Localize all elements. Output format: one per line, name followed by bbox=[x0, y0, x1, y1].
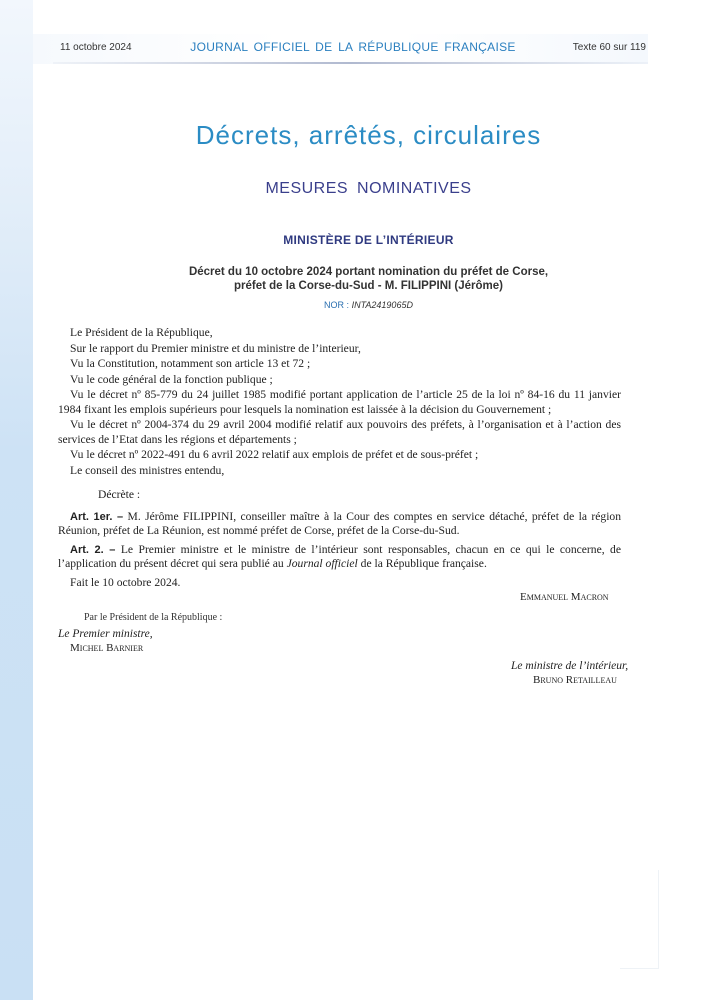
article-1 bbox=[58, 510, 621, 539]
nor-value: INTA2419065D bbox=[351, 300, 413, 310]
decree-body bbox=[58, 326, 621, 591]
preamble-line: Vu le décret nº 85-779 du 24 juillet 1985 modifié portant application de l’article 25 de la loi nº 84-16 du 11 janvier 1984 fixant les emplois supérieurs pour lesquels la nomination est laissée à la décision du Gouvernement ; bbox=[58, 388, 621, 416]
nor-label: NOR : bbox=[324, 300, 350, 310]
journal-header bbox=[33, 34, 648, 64]
article-2-text: Le Premier ministre et le ministre de l’intérieur sont responsables, chacun en ce qui le concerne, de l’application du présent décret qui sera publié au bbox=[58, 542, 621, 570]
ministry-heading: MINISTÈRE DE L’INTÉRIEUR bbox=[283, 233, 454, 247]
article-1-label: Art. 1er. – bbox=[70, 510, 124, 523]
fait-le: Fait le 10 octobre 2024. bbox=[70, 575, 181, 589]
article-2-label: Art. 2. – bbox=[70, 543, 116, 556]
preamble-line: Sur le rapport du Premier ministre et du ministre de l’interieur, bbox=[70, 341, 361, 355]
article-1-text: M. Jérôme FILIPPINI, conseiller maître à la Cour des comptes en service détaché, préfet de la région Réunion, préfet de La Réunion, est nommé préfet de Corse, préfet de la Corse-du-Sud. bbox=[58, 509, 622, 537]
decrete-heading: Décrète : bbox=[98, 488, 141, 501]
journal-officiel-italic: Journal officiel bbox=[286, 557, 358, 570]
text-count: Texte 60 sur 119 bbox=[572, 42, 646, 53]
pm-name: Michel Barnier bbox=[70, 642, 144, 654]
preamble-line: Vu le décret nº 2022-491 du 6 avril 2022 relatif aux emplois de préfet et de sous-préfet ; bbox=[70, 448, 479, 461]
section-title: Décrets, arrêtés, circulaires bbox=[195, 120, 542, 150]
preamble-line: Vu le code général de la fonction publique ; bbox=[70, 372, 273, 386]
nor-reference bbox=[0, 300, 707, 310]
president-signature: Emmanuel Macron bbox=[520, 591, 609, 603]
journal-title: JOURNAL OFFICIEL DE LA RÉPUBLIQUE FRANÇAISE bbox=[190, 40, 516, 54]
page-edge-shadow bbox=[620, 870, 659, 969]
article-2-text-end: de la République française. bbox=[357, 557, 487, 570]
pm-title: Le Premier ministre, bbox=[58, 628, 153, 640]
header-rule bbox=[53, 62, 648, 64]
par-le-president: Par le Président de la République : bbox=[84, 612, 223, 623]
preamble-line: Le conseil des ministres entendu, bbox=[70, 463, 225, 477]
publication-date: 11 octobre 2024 bbox=[60, 42, 132, 53]
preamble-line: Vu la Constitution, notamment son article 13 et 72 ; bbox=[70, 357, 311, 370]
interior-minister-name: Bruno Retailleau bbox=[533, 674, 617, 686]
subsection-title: MESURES NOMINATIVES bbox=[265, 180, 472, 197]
article-2 bbox=[58, 543, 621, 572]
interior-minister-title: Le ministre de l’intérieur, bbox=[511, 660, 629, 672]
decree-title-line1: Décret du 10 octobre 2024 portant nomination du préfet de Corse, bbox=[188, 266, 549, 278]
decree-title bbox=[0, 265, 707, 293]
decree-title-line2: préfet de la Corse-du-Sud - M. FILIPPINI (Jérôme) bbox=[233, 280, 503, 292]
preamble-line: Le Président de la République, bbox=[70, 326, 213, 339]
preamble-line: Vu le décret nº 2004-374 du 29 avril 2004 modifié relatif aux pouvoirs des préfets, à l’organisation et à l’action des services de l’Etat dans les régions et départements ; bbox=[58, 418, 621, 446]
